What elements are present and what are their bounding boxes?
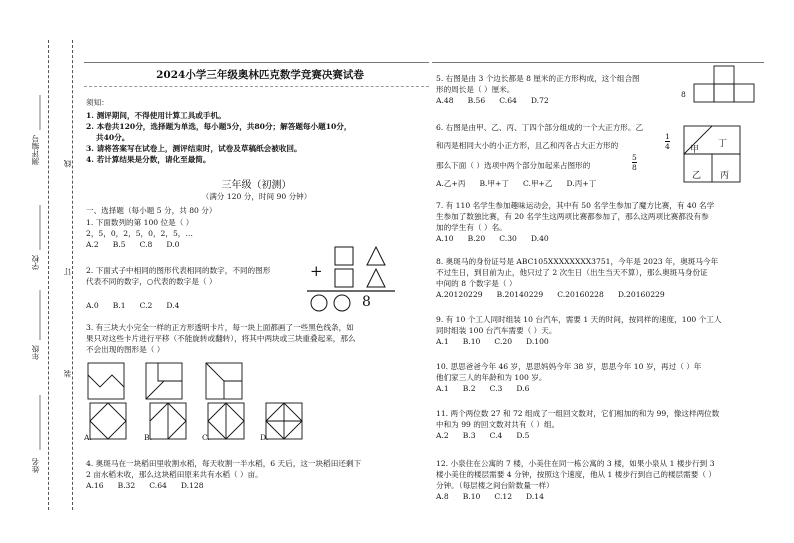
score-info: （满分 120 分，时间 90 分钟） bbox=[201, 192, 312, 201]
option-d[interactable]: D.14 bbox=[526, 492, 544, 501]
q5-options bbox=[436, 95, 640, 106]
q5-side-label: 8 bbox=[681, 90, 686, 99]
grade-label: 年级 bbox=[31, 345, 40, 360]
q7-line1: 7. 有 110 名学生参加趣味运动会，其中有 50 名学生参加了魔方比赛，有 40 名学 bbox=[436, 201, 715, 210]
q5-figure bbox=[690, 66, 760, 118]
question-10 bbox=[436, 361, 701, 394]
q5-line1: 5. 右图是由 3 个边长都是 8 厘米的正方形构成，这个组合图 bbox=[436, 74, 640, 83]
q6-part-yi: 乙 bbox=[692, 171, 702, 181]
option-a[interactable]: A.1 bbox=[436, 384, 449, 393]
q1-line1: 1. 下面数列的第 100 位是（ ） bbox=[86, 218, 194, 227]
question-3 bbox=[86, 322, 356, 355]
q3-option-d[interactable]: D. bbox=[260, 433, 269, 442]
q2-plus-sign: + bbox=[310, 262, 323, 280]
option-c[interactable]: C.30 bbox=[499, 234, 517, 243]
q1-line2: 2，5，0，2，5，0，2，5，… bbox=[86, 229, 193, 238]
notice-3: 3. 请将答案写在试卷上，测评结束时，试卷及草稿纸会被收回。 bbox=[86, 144, 302, 153]
option-d[interactable]: D.40 bbox=[530, 234, 549, 243]
q2-line2: 代表不同的数字，○代表的数字是（ ） bbox=[86, 277, 217, 286]
option-b[interactable]: B.10 bbox=[462, 337, 481, 346]
option-b[interactable]: B.20140229 bbox=[496, 290, 544, 299]
seal-label: 订 bbox=[63, 268, 72, 276]
option-c[interactable]: C.12 bbox=[494, 492, 513, 501]
q12-line3: 分钟。（每层楼之间台阶数量一样） bbox=[436, 481, 554, 490]
q6-options bbox=[436, 178, 610, 189]
option-d[interactable]: D.丙+丁 bbox=[566, 179, 597, 188]
option-a[interactable]: A.10 bbox=[436, 234, 454, 243]
option-b[interactable]: B.3 bbox=[462, 431, 476, 440]
top-rule-right bbox=[432, 62, 764, 63]
option-d[interactable]: D.5 bbox=[516, 431, 530, 440]
notice-2: 2. 本卷共120分，选择题为单选，每小题5分，共80分；解答题每小题10分， bbox=[86, 122, 352, 131]
option-b[interactable]: B.甲+丁 bbox=[479, 179, 509, 188]
option-d[interactable]: D.6 bbox=[516, 384, 530, 393]
option-a[interactable]: A.16 bbox=[86, 481, 104, 490]
option-b[interactable]: B.2 bbox=[462, 384, 476, 393]
question-8 bbox=[436, 256, 718, 300]
question-2 bbox=[86, 265, 270, 287]
notice-1: 1. 测评期间，不得使用计算工具或手机。 bbox=[86, 111, 226, 120]
q3-line1: 3. 有三块大小完全一样的正方形透明卡片，每一块上面都画了一些黑色线条，如 bbox=[86, 323, 354, 332]
q5-line2: 形的周长是（ ）厘米。 bbox=[436, 85, 515, 94]
q2-line1: 2. 下面式子中相同的图形代表相同的数字，不同的图形 bbox=[86, 266, 271, 275]
option-d[interactable]: D.128 bbox=[180, 481, 204, 490]
q11-line1: 11. 两个两位数 27 和 72 组成了一组回文数对，它们相加的和为 99，像这样两位数 bbox=[436, 409, 720, 418]
q3-line3: 不会出现的图形是（ ） bbox=[86, 345, 165, 354]
option-d[interactable]: D.72 bbox=[530, 96, 549, 105]
q6-line2: 和丙是相同大小的小正方形，且乙和丙各占大正方形的 bbox=[436, 141, 619, 150]
option-c[interactable]: C.3 bbox=[489, 384, 503, 393]
q3-choices bbox=[88, 403, 348, 443]
q7-line3: 加的学生有（ ）名。 bbox=[436, 223, 507, 232]
option-c[interactable]: C.2 bbox=[139, 301, 153, 310]
option-a[interactable]: A.20120229 bbox=[436, 290, 483, 299]
option-a[interactable]: A.8 bbox=[436, 492, 449, 501]
q7-options bbox=[436, 233, 714, 244]
option-b[interactable]: B.32 bbox=[117, 481, 136, 490]
q7-line2: 生参加了数独比赛，有 20 名学生这两项比赛都参加了，那么这两项比赛都没有参 bbox=[436, 212, 709, 221]
q4-line2: 2 亩水稻未收，那么这块稻田原来共有水稻（ ）亩。 bbox=[86, 470, 263, 479]
question-12 bbox=[436, 458, 716, 502]
q6-fraction-1 bbox=[665, 132, 670, 151]
bind-label: 装 bbox=[63, 370, 72, 378]
part1-heading: 一、选择题（每小题 5 分，共 80 分） bbox=[86, 206, 217, 215]
q2-options bbox=[86, 300, 193, 311]
option-a[interactable]: A.2 bbox=[86, 240, 99, 249]
q11-line2: 中和为 99 的回文数对共有（ ）组。 bbox=[436, 420, 560, 429]
q2-digit: 8 bbox=[362, 294, 371, 310]
option-c[interactable]: C.8 bbox=[139, 240, 153, 249]
option-d[interactable]: D.20160229 bbox=[617, 290, 665, 299]
cut-line-label: 线 bbox=[63, 160, 72, 168]
option-a[interactable]: A.48 bbox=[436, 96, 454, 105]
title-rule bbox=[84, 86, 429, 87]
question-5 bbox=[436, 73, 640, 106]
q12-options bbox=[436, 491, 716, 502]
q4-line1: 4. 奥斑马在一块稻田里收割水稻，每天收割一半水稻，6 天后，这一块稻田还剩下 bbox=[86, 459, 362, 468]
notice-label: 须知： bbox=[86, 98, 109, 107]
page-title: 2024小学三年级奥林匹克数学竞赛决赛试卷 bbox=[156, 69, 364, 81]
q12-line1: 12. 小泉住在公寓的 7 楼，小美住在同一栋公寓的 3 楼，如果小泉从 1 楼步行到 3 bbox=[436, 459, 715, 468]
question-1 bbox=[86, 217, 193, 250]
question-7 bbox=[436, 200, 714, 244]
option-d[interactable]: D.0 bbox=[166, 240, 180, 249]
top-rule bbox=[84, 62, 429, 63]
q6-fraction-2 bbox=[632, 153, 637, 172]
q8-line1: 8. 奥斑马的身份证号是 ABC105XXXXXXXX3751，今年是 2023 年，奥斑马今年 bbox=[436, 257, 719, 266]
question-4 bbox=[86, 458, 361, 491]
section-title: 三年级（初测） bbox=[221, 180, 292, 191]
name-label: 姓名 bbox=[31, 458, 40, 473]
option-b[interactable]: B.20 bbox=[467, 234, 486, 243]
option-d[interactable]: D.4 bbox=[166, 301, 180, 310]
q8-line2: 不过生日，到目前为止，他只过了 2 次生日（出生当天不算），那么奥斑马身份证 bbox=[436, 268, 708, 277]
q6-part-ding: 丁 bbox=[718, 139, 728, 149]
option-a[interactable]: A.2 bbox=[436, 431, 449, 440]
q6-part-bing: 丙 bbox=[720, 171, 730, 181]
question-11 bbox=[436, 408, 719, 441]
q3-cards bbox=[88, 363, 348, 403]
question-6 bbox=[436, 122, 643, 133]
option-c[interactable]: C.4 bbox=[489, 431, 503, 440]
option-b[interactable]: B.5 bbox=[112, 240, 126, 249]
q9-line1: 9. 有 10 个工人同时组装 10 台汽车，需要 1 天的时间，按同样的速度，100 个工人 bbox=[436, 315, 722, 324]
notice-2b: 共40分。 bbox=[96, 133, 130, 142]
q9-options bbox=[436, 336, 721, 347]
notice-list bbox=[86, 110, 351, 165]
q12-line2: 楼小美住的楼层需要 4 分钟，按照这个速度，他从 1 楼步行到自己的楼层需要（ ） bbox=[436, 470, 716, 479]
q6-line3: 那么下面（ ）选项中两个部分加起来占图形的 bbox=[436, 161, 591, 170]
q8-line3: 中间的 8 个数字是（ ） bbox=[436, 279, 517, 288]
option-c[interactable]: C.64 bbox=[499, 96, 517, 105]
q9-line2: 同时组装 100 台汽车需要（ ）天。 bbox=[436, 326, 557, 335]
q11-options bbox=[436, 430, 719, 441]
option-c[interactable]: C.甲+乙 bbox=[523, 179, 553, 188]
option-a[interactable]: A.0 bbox=[86, 301, 99, 310]
school-label: 学校 bbox=[31, 255, 40, 270]
exam-no-label: 测评编号 bbox=[31, 135, 40, 165]
q10-line1: 10. 思思爸爸今年 46 岁，思思妈妈今年 38 岁，思思今年 10 岁，再过（ ）年 bbox=[436, 362, 702, 371]
q6-part-jia: 甲 bbox=[690, 145, 700, 155]
notice-4: 4. 若计算结果是分数，请化至最简。 bbox=[86, 155, 211, 164]
option-a[interactable]: A.乙+丙 bbox=[436, 179, 466, 188]
question-9 bbox=[436, 314, 721, 347]
q3-option-a[interactable]: A. bbox=[84, 433, 92, 442]
option-c[interactable]: C.20 bbox=[494, 337, 513, 346]
option-b[interactable]: B.1 bbox=[112, 301, 126, 310]
q8-options bbox=[436, 289, 718, 300]
q4-options bbox=[86, 480, 361, 491]
q3-option-b[interactable]: B. bbox=[144, 433, 152, 442]
option-c[interactable]: C.20160228 bbox=[557, 290, 604, 299]
q3-line2: 果只对这些卡片进行平移（不能旋转或翻转），将其中两块或三块重叠起来，那么 bbox=[86, 334, 356, 343]
option-d[interactable]: D.100 bbox=[526, 337, 549, 346]
option-c[interactable]: C.64 bbox=[149, 481, 167, 490]
fraction-denominator: 4 bbox=[665, 142, 670, 151]
option-b[interactable]: B.56 bbox=[467, 96, 486, 105]
q3-option-c[interactable]: C. bbox=[202, 433, 210, 442]
q6-line1: 6. 右图是由甲、乙、丙、丁四个部分组成的一个大正方形。乙 bbox=[436, 123, 644, 132]
fraction-denominator: 8 bbox=[632, 163, 637, 172]
q1-options bbox=[86, 239, 193, 250]
option-b[interactable]: B.10 bbox=[462, 492, 481, 501]
fraction-numerator: 1 bbox=[665, 132, 670, 141]
q10-line2: 他们家三人的年龄和为 100 岁。 bbox=[436, 373, 547, 382]
option-a[interactable]: A.1 bbox=[436, 337, 449, 346]
fraction-numerator: 5 bbox=[632, 153, 637, 162]
q10-options bbox=[436, 383, 701, 394]
